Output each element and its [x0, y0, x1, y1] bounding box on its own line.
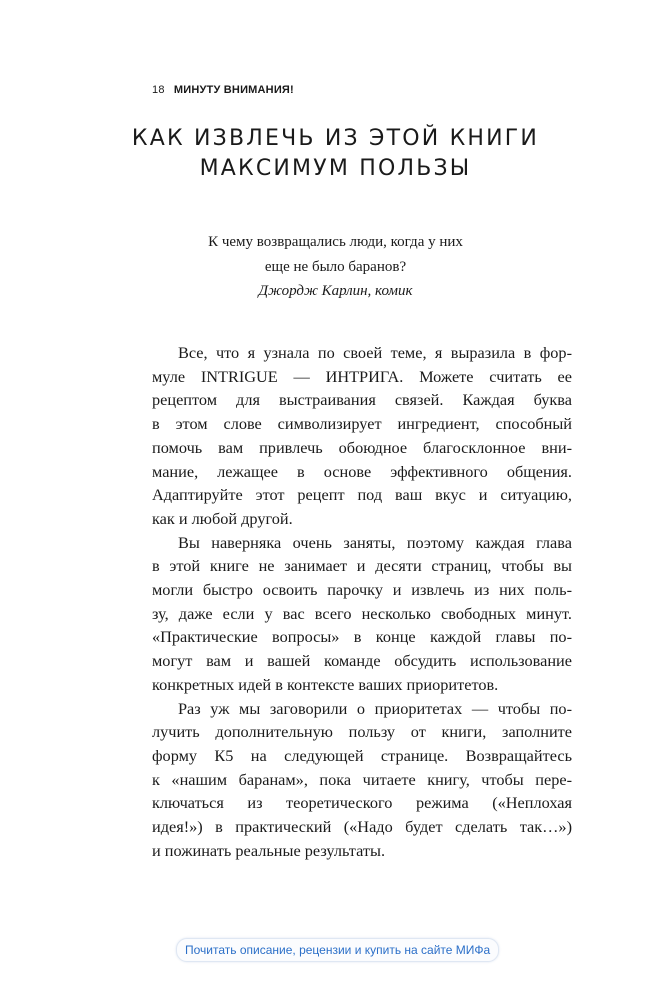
text-line: Раз уж мы заговорили о приоритетах — чтобы по-: [178, 698, 572, 718]
paragraph: [152, 531, 572, 697]
text-line: конкретных идей в контексте ваших приоритетов.: [152, 674, 499, 694]
epigraph-line: еще не было баранов?: [264, 258, 407, 275]
text-line: ключаться из теоретического режима («Неплохая: [152, 793, 572, 813]
text-line: идея!») в практический («Надо будет сделать так…»): [152, 817, 572, 837]
text-line: могут вам и вашей команде обсудить использование: [152, 651, 572, 671]
running-title: МИНУТУ ВНИМАНИЯ!: [173, 84, 294, 96]
epigraph: [0, 230, 671, 304]
text-line: и пожинать реальные результаты.: [152, 840, 386, 860]
text-line: форму К5 на следующей странице. Возвращайтесь: [152, 745, 572, 765]
text-line: Адаптируйте этот рецепт под ваш вкус и ситуацию,: [152, 485, 572, 505]
page-number: 18: [152, 84, 165, 96]
text-line: к «нашим баранам», пока читаете книгу, чтобы пере-: [152, 769, 572, 789]
buy-on-mif-link[interactable]: Почитать описание, рецензии и купить на сайте МИФа: [176, 938, 499, 962]
paragraph: [152, 697, 572, 863]
text-line: Вы наверняка очень заняты, поэтому каждая глава: [178, 532, 572, 552]
text-line: зу, даже если у вас всего несколько свободных минут.: [152, 603, 572, 623]
epigraph-author: Джордж Карлин, комик: [258, 283, 413, 299]
text-line: рецептом для выстраивания связей. Каждая буква: [152, 390, 572, 410]
text-line: в этом слове символизирует ингредиент, способный: [152, 414, 572, 434]
text-line: помочь вам привлечь обоюдное благосклонное вни-: [152, 437, 572, 457]
chapter-title-line: КАК ИЗВЛЕЧЬ ИЗ ЭТОЙ КНИГИ: [131, 126, 540, 151]
chapter-title: [0, 124, 671, 184]
text-line: муле INTRIGUE — ИНТРИГА. Можете считать ее: [152, 366, 572, 386]
text-line: могли быстро освоить парочку и извлечь из них поль-: [152, 580, 572, 600]
text-line: Все, что я узнала по своей теме, я выразила в фор-: [178, 343, 572, 362]
running-head: [152, 84, 294, 96]
text-line: мание, лежащее в основе эффективного общения.: [152, 461, 572, 481]
body-text: [152, 341, 572, 862]
text-line: как и любой другой.: [152, 508, 293, 528]
text-line: «Практические вопросы» в конце каждой главы по-: [152, 627, 572, 647]
epigraph-line: К чему возвращались люди, когда у них: [208, 234, 463, 250]
paragraph: [152, 341, 572, 531]
text-line: в этой книге не занимает и десяти страниц, чтобы вы: [152, 556, 572, 576]
chapter-title-line: МАКСИМУМ ПОЛЬЗЫ: [199, 156, 472, 181]
text-line: лучить дополнительную пользу от книги, заполните: [152, 722, 572, 742]
